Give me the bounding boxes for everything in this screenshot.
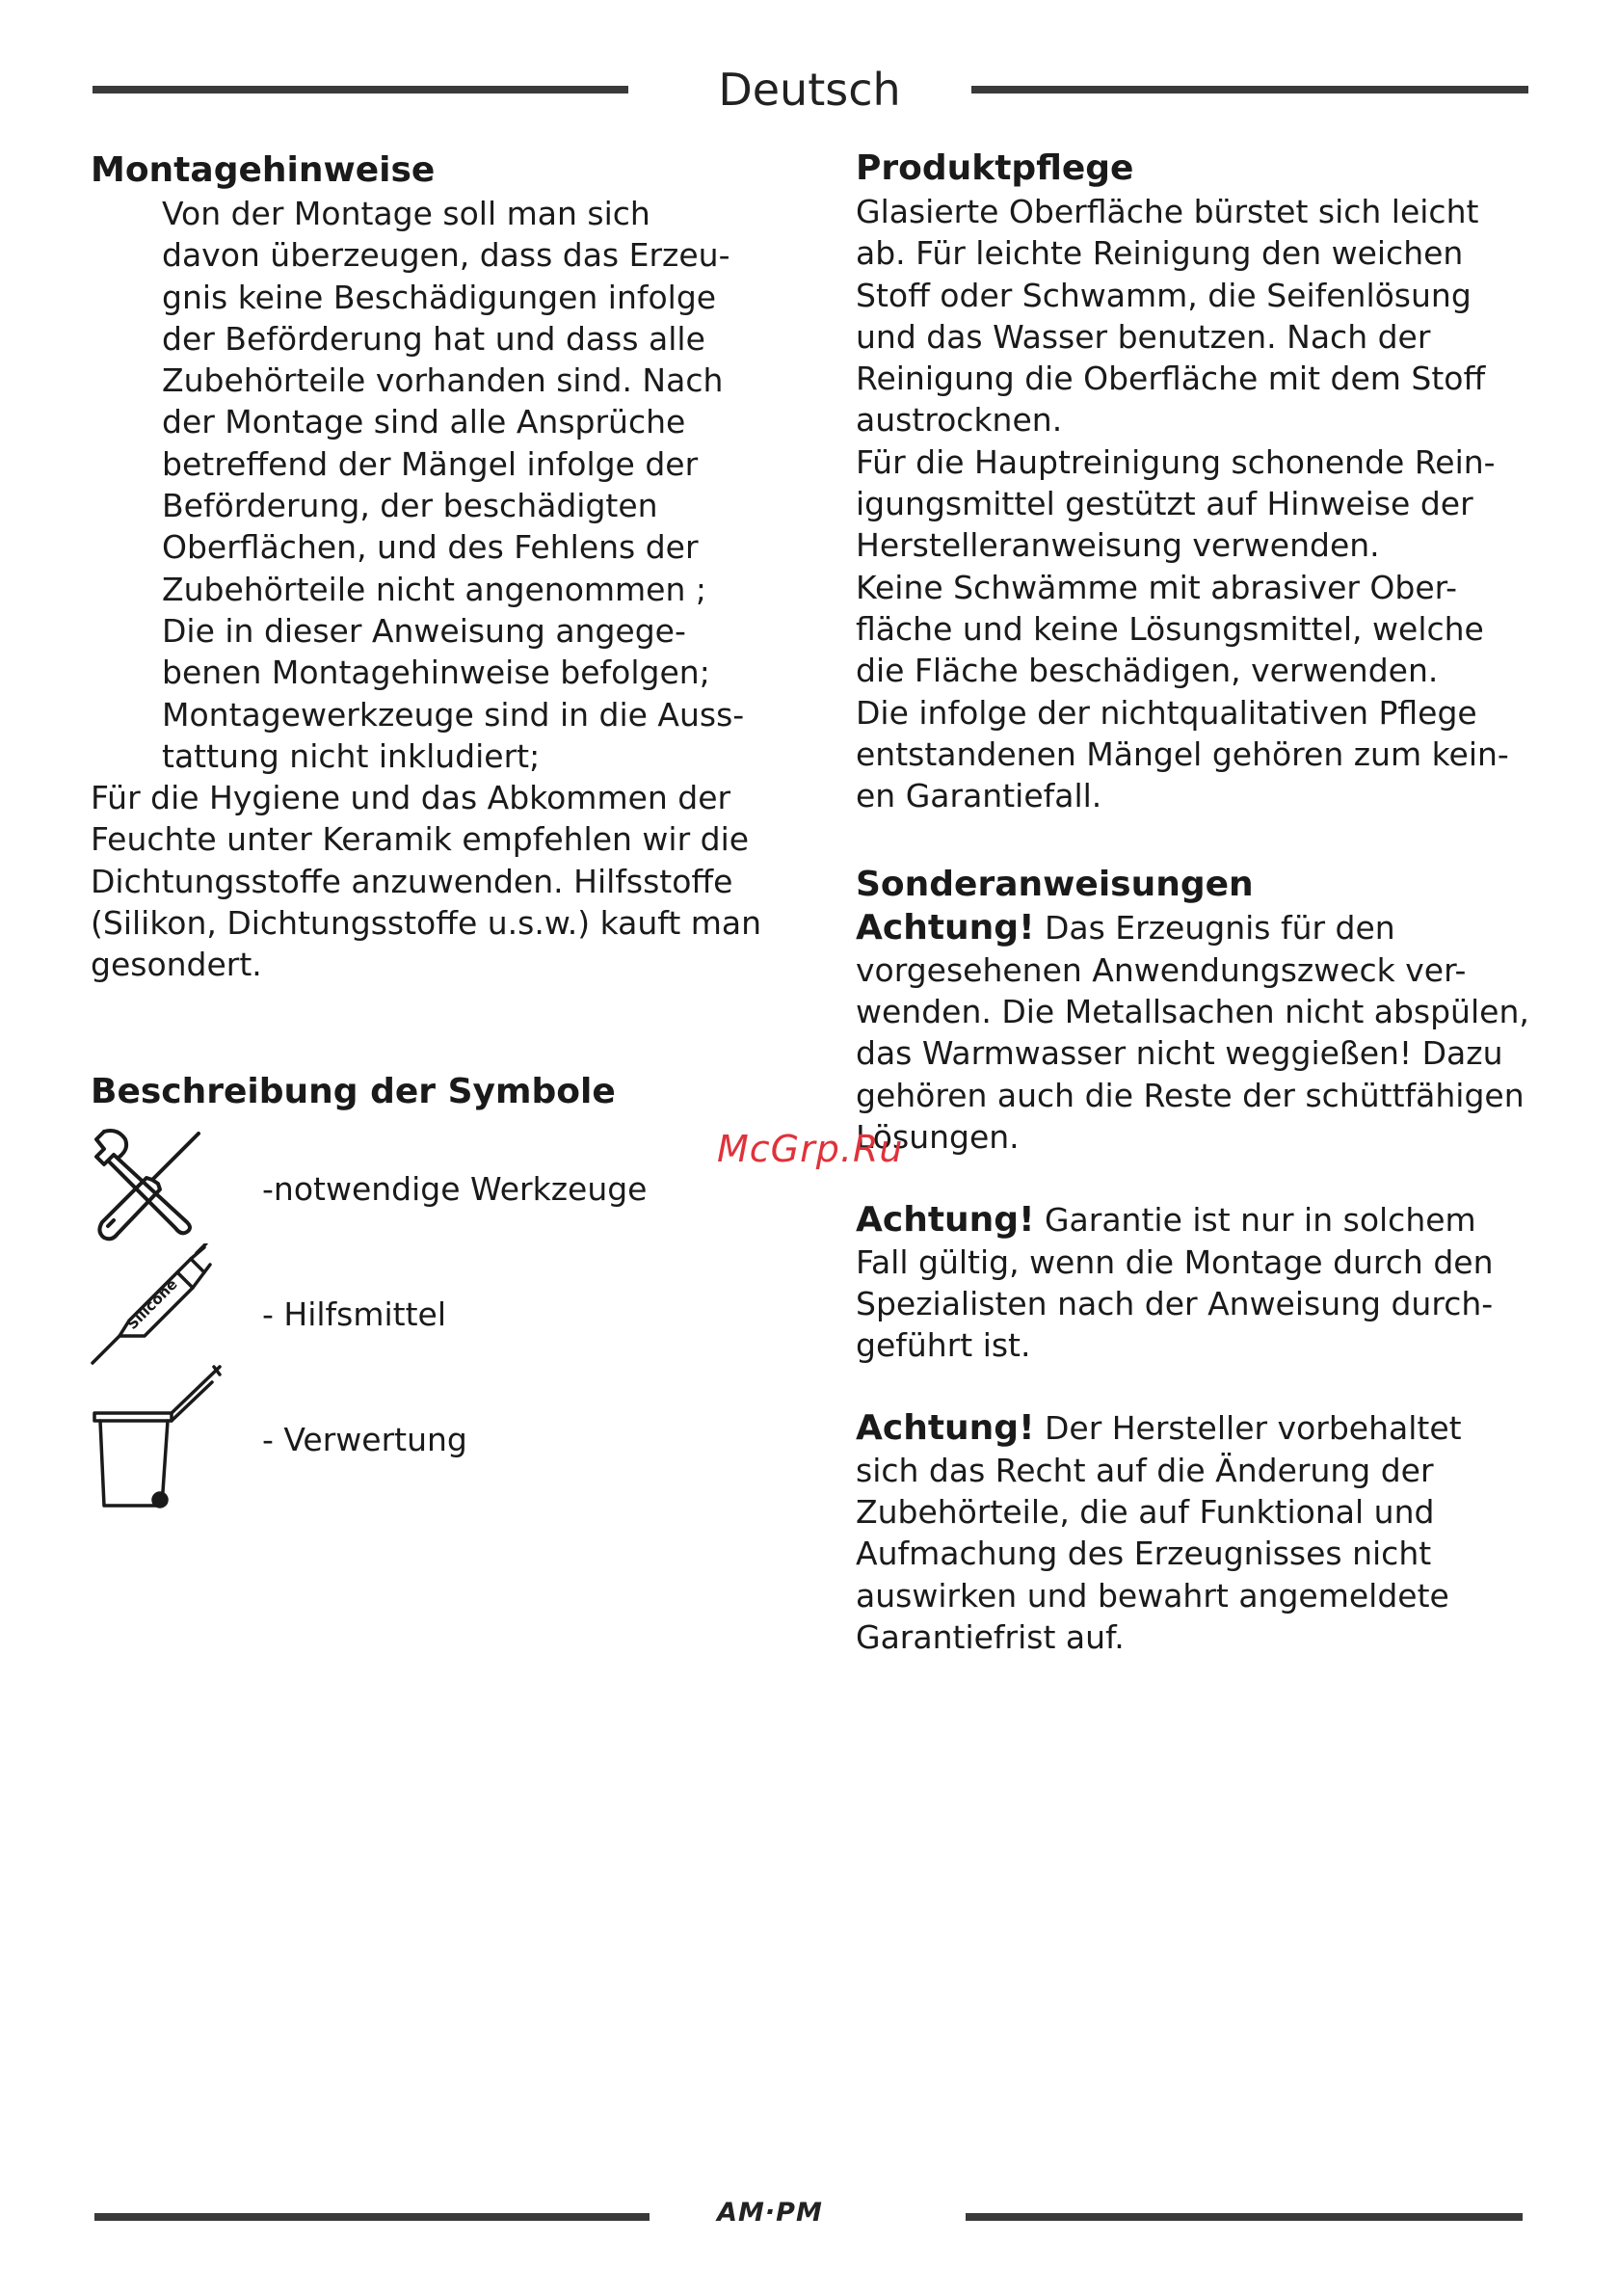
special-block-line: Lösungen. [856,1117,1020,1156]
care-line: Herstelleranweisung verwenden. [856,526,1380,565]
silicone-gun-icon [91,1243,216,1369]
mounting-line: Beförderung, der beschädigten [162,487,658,525]
page-language-title: Deutsch [718,64,901,116]
mounting-indented-text [91,193,784,777]
special-block-text: Der Hersteller vorbehaltet [1034,1409,1462,1448]
header-rule-left [93,86,628,93]
watermark: McGrp.Ru [717,1128,904,1170]
mounting-line: (Silikon, Dichtungsstoffe u.s.w.) kauft man [91,904,762,943]
care-line: Reinigung die Oberfläche mit dem Stoff [856,360,1486,398]
special-blocks [856,907,1559,1658]
footer-rule-left [94,2213,650,2221]
mounting-line: benen Montagehinweise befolgen; [162,654,710,692]
mounting-line: davon überzeugen, dass das Erzeu- [162,236,730,275]
symbol-label-tools: -notwendige Werkzeuge [262,1170,648,1208]
mounting-line: tattung nicht inkludiert; [162,736,541,775]
mounting-text [91,777,784,985]
care-title: Produktpflege [856,148,1134,188]
achtung-label: Achtung! [856,908,1035,948]
mounting-line: Für die Hygiene und das Abkommen der [91,779,731,817]
care-line: die Fläche beschädigen, verwenden. [856,652,1439,690]
care-line: Glasierte Oberfläche bürstet sich leicht [856,193,1479,230]
symbol-label-silicone: - Hilfsmittel [262,1295,447,1333]
symbol-row-silicone [91,1243,216,1369]
care-line: und das Wasser benutzen. Nach der [856,317,1431,356]
special-block-line: Garantiefrist auf. [856,1617,1125,1656]
symbol-label-bin: - Verwertung [262,1421,467,1458]
mounting-line: Feuchte unter Keramik empfehlen wir die [91,820,750,859]
special-block-text: Das Erzeugnis für den [1034,909,1395,948]
header-rule-right [971,86,1528,93]
special-block-line: das Warmwasser nicht weggießen! Dazu [856,1034,1503,1073]
special-block-line: geführt ist. [856,1326,1031,1365]
care-line: en Garantiefall. [856,777,1102,815]
care-line: ab. Für leichte Reinigung den weichen [856,234,1464,273]
care-line: Die infolge der nichtqualitativen Pflege [856,693,1477,732]
care-text [856,191,1559,816]
care-line: Stoff oder Schwamm, die Seifenlösung [856,276,1472,314]
special-title: Sonderanweisungen [856,865,1254,905]
care-line: Für die Hauptreinigung schonende Rein- [856,442,1496,481]
special-block-line: Fall gültig, wenn die Montage durch den [856,1242,1494,1281]
footer-rule-right [966,2213,1523,2221]
mounting-title: Montagehinweise [91,150,436,190]
care-line: entstandenen Mängel gehören zum kein- [856,734,1509,773]
special-block-line: Aufmachung des Erzeugnisses nicht [856,1535,1432,1573]
care-line: igungsmittel gestützt auf Hinweise der [856,485,1473,523]
achtung-label: Achtung! [856,1200,1035,1241]
right-column [856,147,1559,1658]
mounting-line: gesondert. [91,946,262,984]
special-block-line: gehören auch die Reste der schüttfähigen [856,1076,1525,1114]
left-column [91,148,784,986]
care-line: austrocknen. [856,401,1063,440]
mounting-line: Zubehörteile nicht angenommen ; [162,570,706,608]
care-line: fläche und keine Lösungsmittel, welche [856,609,1484,648]
mounting-line: Oberflächen, und des Fehlens der [162,528,699,567]
special-block-line: vorgesehenen Anwendungszweck ver- [856,950,1467,989]
achtung-label: Achtung! [856,1408,1035,1449]
special-block-line: Spezialisten nach der Anweisung durch- [856,1284,1494,1322]
mounting-line: Zubehörteile vorhanden sind. Nach [162,361,724,400]
special-block-first-line [856,907,1559,948]
special-block-line: auswirken und bewahrt angemeldete [856,1576,1449,1615]
mounting-line: Montagewerkzeuge sind in die Auss- [162,695,745,734]
wheelie-bin-icon [91,1365,225,1511]
special-block-line: Zubehörteile, die auf Funktional und [856,1493,1435,1532]
symbol-row-bin [91,1365,225,1511]
mounting-line: Die in dieser Anweisung angege- [162,611,686,650]
mounting-line: der Beförderung hat und dass alle [162,319,705,358]
tools-icon [91,1126,206,1241]
care-line: Keine Schwämme mit abrasiver Ober- [856,568,1458,606]
symbols-section [91,1070,784,1114]
mounting-line: betreffend der Mängel infolge der [162,444,699,483]
symbols-title: Beschreibung der Symbole [91,1072,616,1111]
mounting-line: gnis keine Beschädigungen infolge [162,278,717,316]
mounting-line: Von der Montage soll man sich [162,195,650,232]
special-block-line: wenden. Die Metallsachen nicht abspülen, [856,993,1529,1031]
symbol-row-tools [91,1126,206,1241]
special-block-text: Garantie ist nur in solchem [1034,1201,1476,1240]
silicone-label-text: Silicone [123,1275,181,1333]
special-block-line: sich das Recht auf die Änderung der [856,1451,1434,1489]
brand-logo: AM·PM [717,2198,823,2228]
mounting-line: Dichtungsstoffe anzuwenden. Hilfsstoffe [91,862,733,900]
special-block-first-line [856,1199,1559,1241]
special-block-first-line [856,1407,1559,1449]
mounting-line: der Montage sind alle Ansprüche [162,403,686,441]
